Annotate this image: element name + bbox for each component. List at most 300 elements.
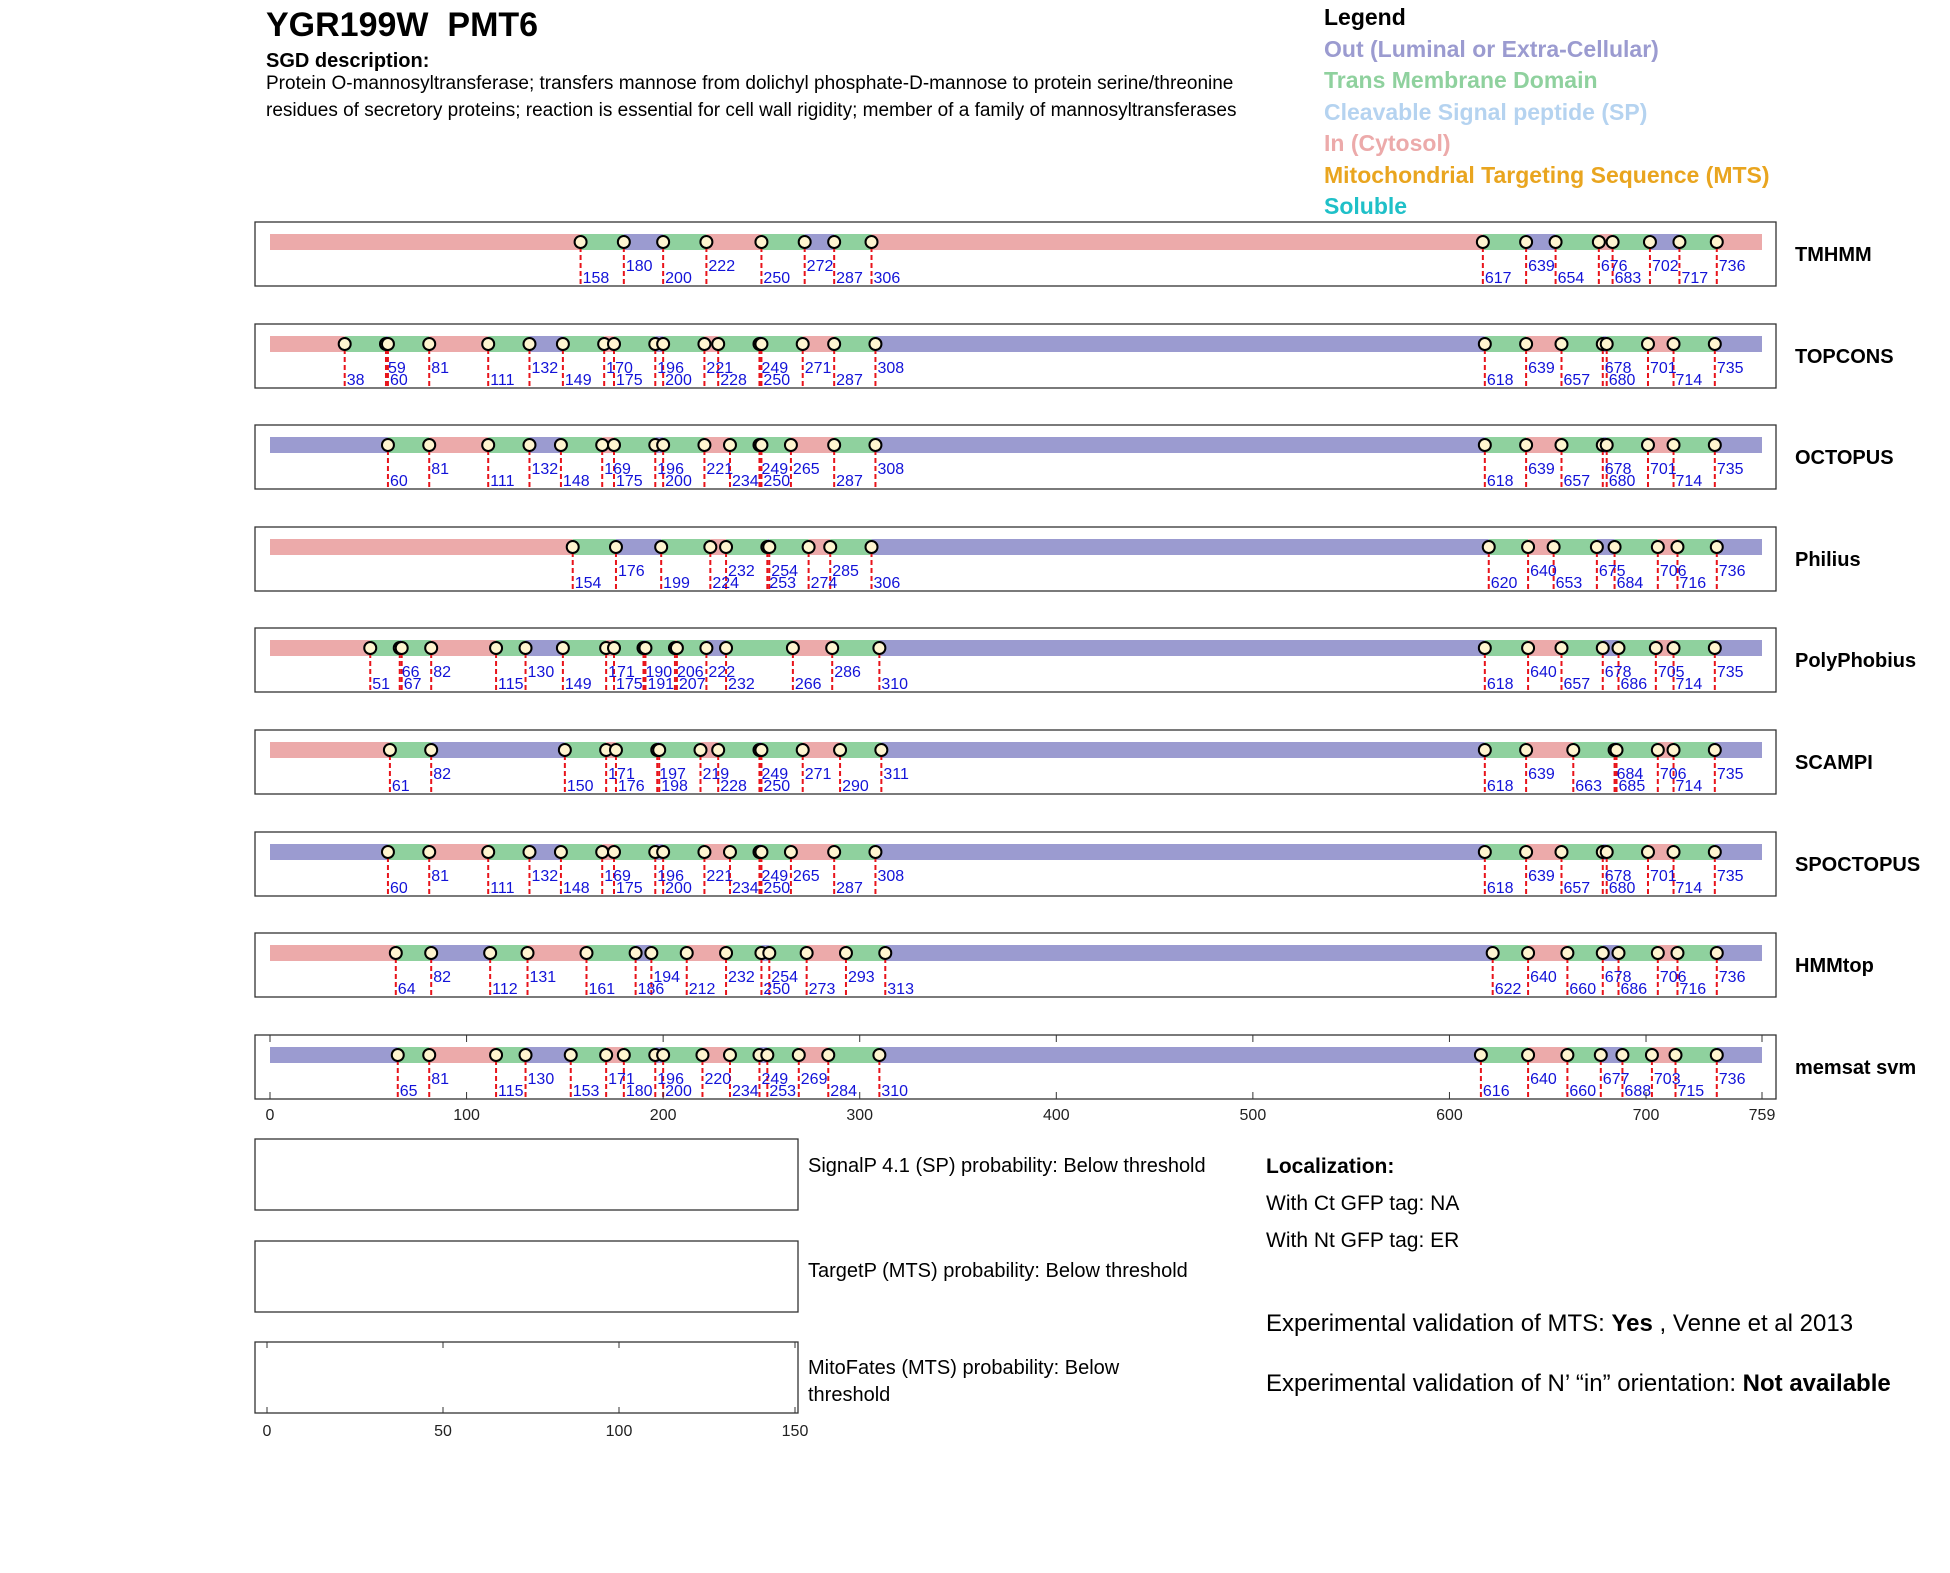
exp-orient-value: Not available xyxy=(1742,1370,1891,1397)
boundary-label: 714 xyxy=(1675,676,1703,693)
boundary-marker xyxy=(657,236,669,248)
boundary-marker xyxy=(700,236,712,248)
boundary-marker xyxy=(567,541,579,553)
boundary-label: 154 xyxy=(574,575,602,592)
boundary-label: 654 xyxy=(1557,270,1585,287)
boundary-marker xyxy=(396,642,408,654)
boundary-label: 82 xyxy=(433,969,451,986)
segment-out xyxy=(270,437,388,453)
segment-out xyxy=(875,844,1484,860)
boundary-marker xyxy=(704,541,716,553)
boundary-label: 716 xyxy=(1679,981,1707,998)
boundary-label: 249 xyxy=(761,868,789,885)
boundary-label: 680 xyxy=(1608,372,1636,389)
segment-out xyxy=(1715,336,1762,352)
boundary-label: 273 xyxy=(808,981,836,998)
boundary-marker xyxy=(1561,947,1573,959)
boundary-label: 308 xyxy=(877,868,905,885)
boundary-marker xyxy=(1561,1049,1573,1061)
boundary-label: 677 xyxy=(1602,1071,1630,1088)
boundary-marker xyxy=(657,439,669,451)
boundary-marker xyxy=(1616,1049,1628,1061)
boundary-marker xyxy=(761,1049,773,1061)
boundary-label: 685 xyxy=(1618,778,1646,795)
localization-title: Localization: xyxy=(1266,1155,1395,1178)
boundary-label: 735 xyxy=(1716,360,1744,377)
boundary-marker xyxy=(1520,439,1532,451)
boundary-label: 657 xyxy=(1563,372,1591,389)
boundary-label: 64 xyxy=(397,981,416,998)
boundary-marker xyxy=(423,1049,435,1061)
boundary-label: 266 xyxy=(794,676,822,693)
boundary-label: 249 xyxy=(761,1071,789,1088)
boundary-label: 639 xyxy=(1528,360,1555,377)
prob-x-tick-label: 0 xyxy=(262,1423,272,1440)
boundary-marker xyxy=(787,642,799,654)
boundary-marker xyxy=(803,541,815,553)
boundary-label: 148 xyxy=(562,473,590,490)
boundary-marker xyxy=(755,744,767,756)
boundary-marker xyxy=(1487,947,1499,959)
boundary-marker xyxy=(763,541,775,553)
track-name: HMMtop xyxy=(1795,955,1874,977)
track-frame xyxy=(255,628,1776,692)
boundary-marker xyxy=(522,947,534,959)
boundary-marker xyxy=(724,846,736,858)
boundary-marker xyxy=(1650,642,1662,654)
boundary-marker xyxy=(1711,947,1723,959)
exp-mts-prefix: Experimental validation of MTS: xyxy=(1266,1310,1612,1337)
segment-in xyxy=(528,945,587,961)
boundary-label: 701 xyxy=(1649,360,1677,377)
boundary-marker xyxy=(1652,947,1664,959)
boundary-label: 736 xyxy=(1718,1071,1746,1088)
boundary-marker xyxy=(694,744,706,756)
boundary-marker xyxy=(1671,541,1683,553)
exp-mts xyxy=(1266,1308,1906,1340)
boundary-marker xyxy=(382,846,394,858)
boundary-marker xyxy=(482,338,494,350)
boundary-label: 678 xyxy=(1604,969,1632,986)
boundary-marker xyxy=(600,1049,612,1061)
boundary-label: 678 xyxy=(1604,360,1632,377)
boundary-marker xyxy=(523,846,535,858)
boundary-label: 158 xyxy=(582,270,610,287)
boundary-label: 171 xyxy=(608,664,635,681)
boundary-label: 59 xyxy=(387,360,406,377)
exp-mts-suffix: , Venne et al 2013 xyxy=(1652,1310,1854,1337)
targetp-label: TargetP (MTS) probability: Below threshold xyxy=(808,1260,1188,1282)
boundary-marker xyxy=(785,846,797,858)
track-name: memsat svm xyxy=(1795,1057,1917,1079)
boundary-label: 703 xyxy=(1653,1071,1681,1088)
boundary-label: 81 xyxy=(431,868,450,885)
legend-item-out: Out (Luminal or Extra-Cellular) xyxy=(1324,35,1659,62)
boundary-label: 706 xyxy=(1659,766,1687,783)
track-frame xyxy=(255,527,1776,591)
boundary-marker xyxy=(384,744,396,756)
boundary-marker xyxy=(657,338,669,350)
boundary-marker xyxy=(382,439,394,451)
boundary-label: 622 xyxy=(1494,981,1522,998)
segment-in xyxy=(706,234,761,250)
boundary-label: 313 xyxy=(887,981,914,998)
boundary-label: 660 xyxy=(1569,1083,1597,1100)
boundary-marker xyxy=(557,338,569,350)
x-tick-label: 600 xyxy=(1436,1107,1463,1124)
gene-name: PMT6 xyxy=(447,6,539,44)
boundary-marker xyxy=(608,642,620,654)
boundary-marker xyxy=(712,744,724,756)
segment-in xyxy=(270,234,581,250)
boundary-label: 265 xyxy=(792,868,820,885)
boundary-marker xyxy=(1479,642,1491,654)
localization-ct: With Ct GFP tag: NA xyxy=(1266,1192,1460,1215)
boundary-marker xyxy=(671,642,683,654)
boundary-label: 254 xyxy=(771,969,799,986)
boundary-label: 222 xyxy=(708,258,736,275)
segment-in xyxy=(429,844,488,860)
boundary-marker xyxy=(1609,541,1621,553)
boundary-label: 701 xyxy=(1649,868,1677,885)
gene-id: YGR199W xyxy=(266,6,429,44)
boundary-label: 660 xyxy=(1569,981,1597,998)
boundary-label: 60 xyxy=(389,473,408,490)
boundary-marker xyxy=(1479,439,1491,451)
boundary-label: 714 xyxy=(1675,473,1703,490)
boundary-marker xyxy=(681,947,693,959)
legend-item-sp: Cleavable Signal peptide (SP) xyxy=(1324,98,1648,125)
boundary-marker xyxy=(869,439,881,451)
boundary-marker xyxy=(1522,1049,1534,1061)
boundary-marker xyxy=(1555,642,1567,654)
boundary-label: 196 xyxy=(657,461,684,478)
boundary-marker xyxy=(720,947,732,959)
boundary-label: 169 xyxy=(604,868,631,885)
segment-out xyxy=(872,539,1489,555)
exp-orientation xyxy=(1266,1368,1906,1400)
boundary-label: 38 xyxy=(346,372,365,389)
boundary-label: 250 xyxy=(763,778,791,795)
boundary-label: 657 xyxy=(1563,473,1591,490)
boundary-marker xyxy=(557,642,569,654)
boundary-marker xyxy=(1522,541,1534,553)
boundary-label: 232 xyxy=(728,969,755,986)
boundary-label: 639 xyxy=(1528,461,1555,478)
boundary-marker xyxy=(484,947,496,959)
boundary-label: 130 xyxy=(527,664,555,681)
boundary-marker xyxy=(392,1049,404,1061)
track-frame xyxy=(255,1035,1776,1099)
boundary-label: 308 xyxy=(877,360,905,377)
boundary-label: 197 xyxy=(659,766,686,783)
track-frame xyxy=(255,933,1776,997)
localization xyxy=(1266,1148,1459,1259)
segment-out xyxy=(1715,844,1762,860)
track-name: SPOCTOPUS xyxy=(1795,854,1921,876)
boundary-label: 171 xyxy=(608,1071,635,1088)
boundary-marker xyxy=(785,439,797,451)
boundary-label: 736 xyxy=(1718,969,1746,986)
exp-orient-prefix: Experimental validation of N’ “in” orientation: xyxy=(1266,1370,1743,1397)
boundary-marker xyxy=(720,541,732,553)
segment-in xyxy=(270,336,345,352)
boundary-marker xyxy=(423,338,435,350)
boundary-label: 199 xyxy=(663,575,690,592)
segment-out xyxy=(270,844,388,860)
boundary-marker xyxy=(1668,439,1680,451)
boundary-label: 253 xyxy=(769,1083,797,1100)
boundary-label: 686 xyxy=(1620,981,1648,998)
boundary-marker xyxy=(580,947,592,959)
boundary-label: 620 xyxy=(1490,575,1518,592)
segment-in xyxy=(431,640,496,656)
boundary-label: 249 xyxy=(761,360,789,377)
boundary-marker xyxy=(1671,947,1683,959)
boundary-label: 735 xyxy=(1716,766,1744,783)
prob-panel-targetp xyxy=(255,1241,798,1312)
boundary-label: 219 xyxy=(702,766,730,783)
boundary-marker xyxy=(618,236,630,248)
boundary-label: 663 xyxy=(1575,778,1602,795)
boundary-marker xyxy=(520,642,532,654)
boundary-marker xyxy=(608,338,620,350)
boundary-marker xyxy=(834,744,846,756)
boundary-label: 130 xyxy=(527,1071,555,1088)
boundary-marker xyxy=(1709,744,1721,756)
boundary-marker xyxy=(755,338,767,350)
boundary-label: 618 xyxy=(1486,372,1514,389)
boundary-label: 161 xyxy=(588,981,616,998)
boundary-marker xyxy=(555,439,567,451)
segment-out xyxy=(879,1047,1481,1063)
boundary-label: 676 xyxy=(1600,258,1628,275)
boundary-label: 148 xyxy=(562,880,590,897)
boundary-marker xyxy=(1668,338,1680,350)
boundary-marker xyxy=(1711,1049,1723,1061)
boundary-marker xyxy=(822,1049,834,1061)
boundary-label: 132 xyxy=(531,868,559,885)
boundary-marker xyxy=(1550,236,1562,248)
segment-in xyxy=(429,1047,496,1063)
boundary-label: 81 xyxy=(431,360,450,377)
segment-tm xyxy=(661,539,710,555)
boundary-label: 735 xyxy=(1716,461,1744,478)
x-tick-label: 700 xyxy=(1632,1107,1660,1124)
segment-in xyxy=(1526,742,1573,758)
boundary-marker xyxy=(1601,439,1613,451)
boundary-label: 290 xyxy=(842,778,869,795)
boundary-label: 200 xyxy=(665,880,692,897)
boundary-marker xyxy=(698,338,710,350)
boundary-label: 706 xyxy=(1659,969,1687,986)
boundary-marker xyxy=(610,744,622,756)
boundary-label: 735 xyxy=(1716,868,1744,885)
boundary-label: 287 xyxy=(836,880,863,897)
boundary-marker xyxy=(1646,1049,1658,1061)
boundary-label: 60 xyxy=(389,372,408,389)
boundary-label: 186 xyxy=(637,981,665,998)
boundary-marker xyxy=(639,642,651,654)
boundary-marker xyxy=(1644,236,1656,248)
x-tick-label: 100 xyxy=(453,1107,480,1124)
boundary-marker xyxy=(724,1049,736,1061)
boundary-marker xyxy=(1522,947,1534,959)
boundary-marker xyxy=(482,846,494,858)
boundary-label: 112 xyxy=(492,981,518,998)
boundary-marker xyxy=(1607,236,1619,248)
prob-panel-mitofates xyxy=(255,1342,798,1413)
boundary-marker xyxy=(575,236,587,248)
boundary-label: 714 xyxy=(1675,372,1703,389)
boundary-label: 640 xyxy=(1530,1071,1557,1088)
boundary-label: 66 xyxy=(401,664,420,681)
boundary-label: 196 xyxy=(657,868,684,885)
legend-item-mts: Mitochondrial Targeting Sequence (MTS) xyxy=(1324,161,1770,188)
track-frame xyxy=(255,324,1776,388)
track-topcons xyxy=(255,324,1894,389)
boundary-marker xyxy=(1611,744,1623,756)
boundary-marker xyxy=(1601,846,1613,858)
boundary-label: 250 xyxy=(763,981,791,998)
track-frame xyxy=(255,730,1776,794)
boundary-label: 190 xyxy=(645,664,673,681)
boundary-label: 221 xyxy=(706,868,734,885)
boundary-marker xyxy=(1522,642,1534,654)
boundary-marker xyxy=(655,541,667,553)
boundary-label: 657 xyxy=(1563,676,1591,693)
prob-x-tick-label: 100 xyxy=(605,1423,633,1440)
boundary-label: 639 xyxy=(1528,258,1555,275)
boundary-label: 714 xyxy=(1675,880,1703,897)
boundary-label: 714 xyxy=(1675,778,1703,795)
boundary-marker xyxy=(698,846,710,858)
boundary-marker xyxy=(1520,744,1532,756)
boundary-label: 311 xyxy=(883,766,909,783)
segment-out xyxy=(875,437,1484,453)
legend-item-soluble: Soluble xyxy=(1324,193,1408,219)
segment-tm xyxy=(726,640,793,656)
boundary-marker xyxy=(1520,338,1532,350)
boundary-marker xyxy=(523,439,535,451)
sgd-label: SGD description: xyxy=(266,50,430,72)
track-name: SCAMPI xyxy=(1795,752,1873,774)
boundary-label: 254 xyxy=(771,563,799,580)
boundary-label: 639 xyxy=(1528,868,1555,885)
x-tick-label: 200 xyxy=(649,1107,677,1124)
segment-out xyxy=(875,336,1484,352)
segment-out xyxy=(1715,640,1762,656)
x-tick-label: 759 xyxy=(1748,1107,1776,1124)
boundary-marker xyxy=(1652,744,1664,756)
segment-tm xyxy=(832,640,879,656)
boundary-marker xyxy=(1709,338,1721,350)
boundary-label: 272 xyxy=(806,258,834,275)
boundary-marker xyxy=(1668,744,1680,756)
boundary-marker xyxy=(608,439,620,451)
boundary-marker xyxy=(490,642,502,654)
segment-out xyxy=(1715,437,1762,453)
segment-out xyxy=(1715,742,1762,758)
boundary-marker xyxy=(1709,846,1721,858)
legend-item-tm: Trans Membrane Domain xyxy=(1324,67,1598,93)
boundary-marker xyxy=(1479,744,1491,756)
prob-x-tick-label: 50 xyxy=(434,1423,452,1440)
boundary-label: 196 xyxy=(657,1071,684,1088)
prob-panel-signalp xyxy=(255,1139,798,1210)
boundary-marker xyxy=(523,338,535,350)
boundary-label: 617 xyxy=(1484,270,1512,287)
boundary-marker xyxy=(828,236,840,248)
boundary-label: 616 xyxy=(1482,1083,1510,1100)
boundary-label: 688 xyxy=(1624,1083,1652,1100)
boundary-marker xyxy=(1711,236,1723,248)
boundary-label: 175 xyxy=(616,473,643,490)
boundary-marker xyxy=(828,439,840,451)
segment-tm xyxy=(828,1047,879,1063)
boundary-label: 678 xyxy=(1604,664,1632,681)
boundary-label: 111 xyxy=(490,372,515,389)
boundary-label: 253 xyxy=(769,575,797,592)
boundary-marker xyxy=(1483,541,1495,553)
localization-nt: With Nt GFP tag: ER xyxy=(1266,1229,1460,1252)
boundary-marker xyxy=(645,947,657,959)
boundary-label: 65 xyxy=(399,1083,418,1100)
boundary-label: 640 xyxy=(1530,969,1557,986)
boundary-marker xyxy=(1593,236,1605,248)
boundary-label: 265 xyxy=(792,461,820,478)
boundary-marker xyxy=(1567,744,1579,756)
boundary-label: 81 xyxy=(431,461,450,478)
mitofates-label: MitoFates (MTS) probability: Below threshold xyxy=(808,1357,1120,1406)
boundary-marker xyxy=(1642,846,1654,858)
segment-out xyxy=(881,742,1484,758)
boundary-marker xyxy=(828,338,840,350)
boundary-marker xyxy=(1555,439,1567,451)
boundary-label: 194 xyxy=(653,969,681,986)
segment-out xyxy=(879,640,1484,656)
boundary-marker xyxy=(657,846,669,858)
boundary-label: 176 xyxy=(617,563,645,580)
segment-in xyxy=(429,336,488,352)
boundary-label: 271 xyxy=(804,766,832,783)
boundary-marker xyxy=(801,947,813,959)
boundary-marker xyxy=(1673,236,1685,248)
boundary-label: 60 xyxy=(389,880,408,897)
boundary-marker xyxy=(339,338,351,350)
boundary-marker xyxy=(565,1049,577,1061)
track-frame xyxy=(255,832,1776,896)
boundary-label: 221 xyxy=(706,461,734,478)
boundary-label: 287 xyxy=(836,372,863,389)
boundary-label: 81 xyxy=(431,1071,450,1088)
boundary-marker xyxy=(657,1049,669,1061)
track-memsat-svm xyxy=(255,1035,1916,1100)
boundary-marker xyxy=(520,1049,532,1061)
x-tick-label: 400 xyxy=(1042,1107,1070,1124)
boundary-label: 220 xyxy=(704,1071,732,1088)
boundary-marker xyxy=(873,642,885,654)
boundary-label: 115 xyxy=(498,1083,524,1100)
boundary-marker xyxy=(879,947,891,959)
boundary-marker xyxy=(1548,541,1560,553)
boundary-marker xyxy=(826,642,838,654)
boundary-marker xyxy=(869,846,881,858)
boundary-marker xyxy=(866,236,878,248)
boundary-marker xyxy=(1555,338,1567,350)
exp-mts-value: Yes xyxy=(1611,1310,1653,1337)
boundary-marker xyxy=(755,236,767,248)
